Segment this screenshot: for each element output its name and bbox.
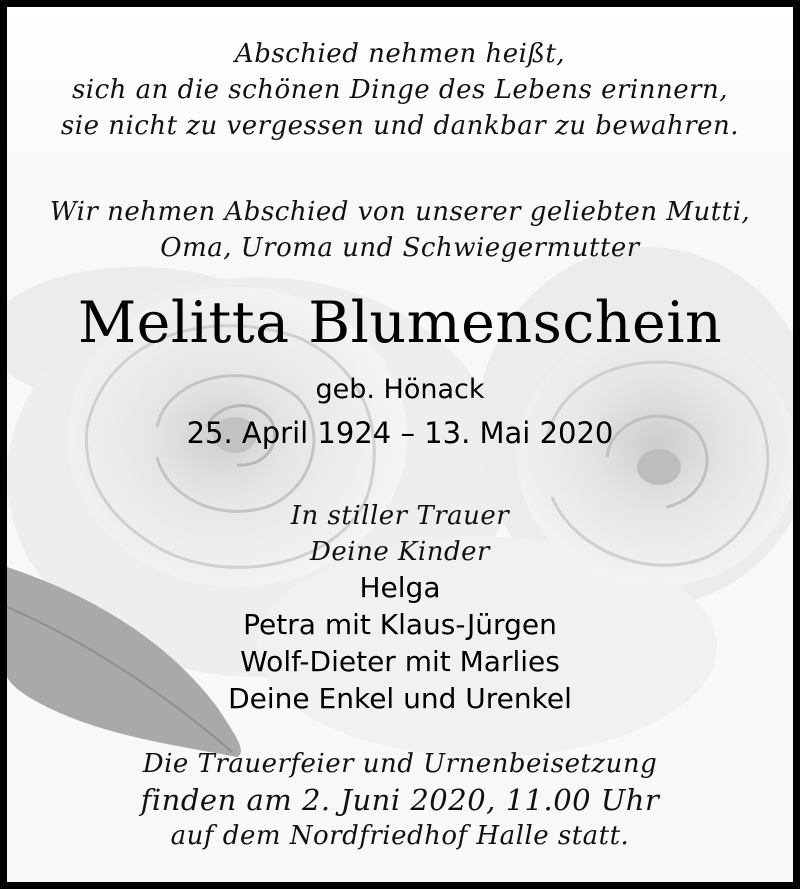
funeral-details	[7, 746, 793, 854]
family-member: Deine Enkel und Urenkel	[228, 682, 572, 715]
notice-content	[7, 7, 793, 882]
quote-line: sich an die schönen Dinge des Lebens erinnern,	[71, 75, 729, 105]
funeral-line: finden am 2. Juni 2020, 11.00 Uhr	[140, 783, 660, 817]
funeral-line: Die Trauerfeier und Urnenbeisetzung	[142, 749, 658, 779]
family-names	[7, 569, 793, 717]
family-member: Helga	[359, 571, 441, 604]
intro-text	[7, 194, 793, 266]
mourning-line: In stiller Trauer	[290, 501, 510, 531]
family-member: Petra mit Klaus-Jürgen	[243, 608, 557, 641]
funeral-line: auf dem Nordfriedhof Halle statt.	[170, 821, 630, 851]
farewell-quote	[7, 36, 793, 144]
mourning-line: Deine Kinder	[310, 537, 490, 567]
life-dates: 25. April 1924 – 13. Mai 2020	[186, 416, 614, 450]
birth-name: geb. Hönack	[315, 374, 485, 405]
family-member: Wolf-Dieter mit Marlies	[240, 645, 560, 678]
quote-line: sie nicht zu vergessen und dankbar zu bewahren.	[60, 111, 740, 141]
deceased-name: Melitta Blumenschein	[77, 290, 723, 356]
mourning-text	[7, 498, 793, 570]
quote-line: Abschied nehmen heißt,	[234, 39, 566, 69]
intro-line: Oma, Uroma und Schwiegermutter	[160, 233, 640, 263]
intro-line: Wir nehmen Abschied von unserer geliebten Mutti,	[49, 197, 751, 227]
